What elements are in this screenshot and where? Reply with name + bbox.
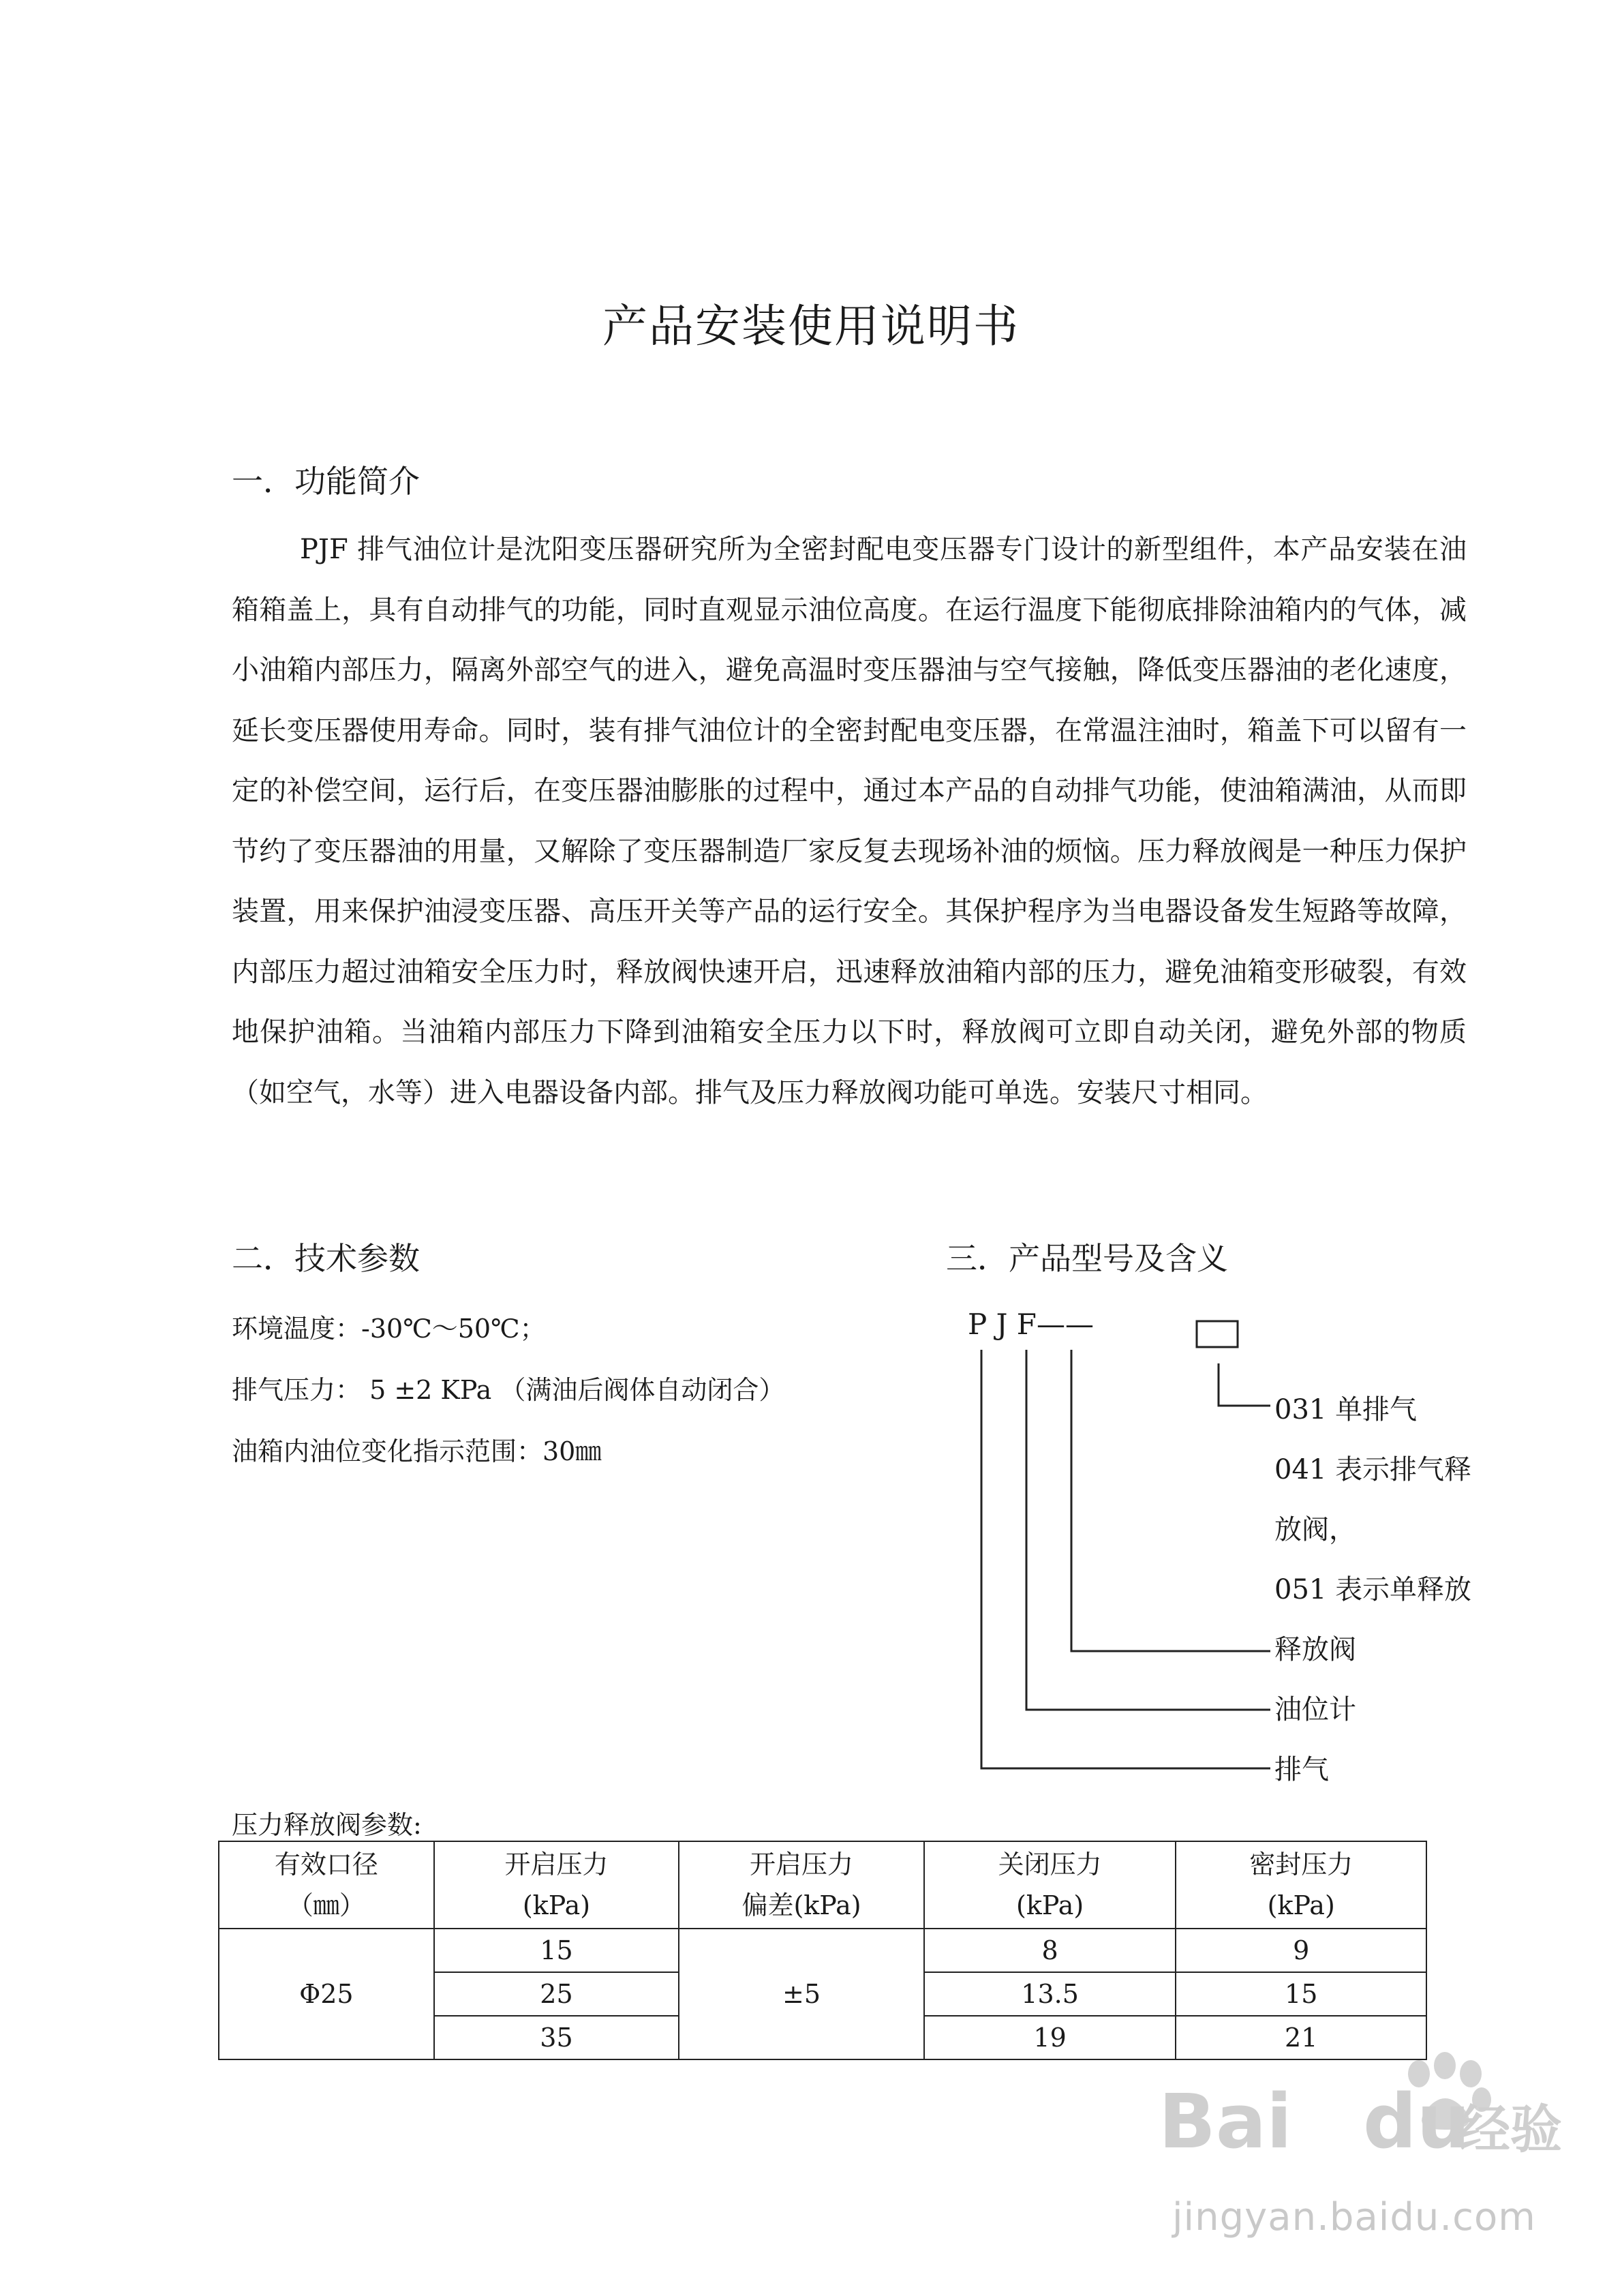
header-seal-line2: (kPa)	[1267, 1890, 1335, 1920]
section-heading-function: 一．功能简介	[232, 463, 420, 500]
code-041-label-cont: 放阀，	[1274, 1514, 1356, 1545]
cell-open-pressure: 35	[434, 2016, 679, 2059]
header-deviation-line1: 开启压力	[750, 1849, 854, 1879]
svg-text:经验: 经验	[1458, 2099, 1562, 2160]
cell-close-pressure: 8	[924, 1929, 1176, 1972]
header-close-line2: (kPa)	[1016, 1890, 1084, 1920]
cell-close-pressure: 13.5	[924, 1972, 1176, 2016]
param-line-temperature: 环境温度：-30℃～50℃；	[232, 1314, 546, 1344]
legend-oil-level: 油位计	[1274, 1694, 1356, 1725]
header-cell-close-pressure	[924, 1841, 1176, 1929]
header-deviation-line2: 偏差(kPa)	[741, 1890, 861, 1920]
header-diameter-line2: （㎜）	[287, 1890, 365, 1920]
bracket-line-release	[1071, 1350, 1270, 1651]
page-title: 产品安装使用说明书	[602, 300, 1020, 352]
bracket-line-oil-level	[1026, 1350, 1270, 1710]
header-open-line2: (kPa)	[522, 1890, 591, 1920]
header-close-line1: 关闭压力	[998, 1849, 1102, 1879]
legend-release-valve: 释放阀	[1274, 1634, 1356, 1665]
header-cell-diameter	[219, 1841, 434, 1929]
relief-valve-caption: 压力释放阀参数:	[232, 1810, 422, 1840]
cell-deviation: ±5	[679, 1929, 924, 2059]
cell-open-pressure: 15	[434, 1929, 679, 1972]
param-line-pressure: 排气压力： 5 ±2 KPa （满油后阀体自动闭合）	[232, 1375, 785, 1405]
cell-open-pressure: 25	[434, 1972, 679, 2016]
table-header-row	[219, 1841, 1426, 1929]
cell-seal-pressure: 9	[1176, 1929, 1426, 1972]
section-heading-tech-params: 二．技术参数	[232, 1240, 420, 1277]
cell-diameter: Φ25	[219, 1929, 434, 2059]
header-diameter-line1: 有效口径	[274, 1849, 378, 1879]
table-row	[219, 1929, 1426, 1972]
svg-text:Bai: Bai	[1159, 2078, 1292, 2165]
function-paragraph: PJF 排气油位计是沈阳变压器研究所为全密封配电变压器专门设计的新型组件，本产品安装在油箱箱盖上，具有自动排气的功能，同时直观显示油位高度。在运行温度下能彻底排除油箱内的气体，减小油箱内部压力，隔离外部空气的进入，避免高温时变压器油与空气接触，降低变压器油的老化速度，延长变压器使用寿命。同时，装有排气油位计的全密封配电变压器，在常温注油时，箱盖下可以留有一定的补偿空间，运行后，在变压器油膨胀的过程中，通过本产品的自动排气功能，使油箱满油，从而即节约了变压器油的用量，又解除了变压器制造厂家反复去现场补油的烦恼。压力释放阀是一种压力保护装置，用来保护油浸变压器、高压开关等产品的运行安全。其保护程序为当电器设备发生短路等故障，内部压力超过油箱安全压力时，释放阀快速开启，迅速释放油箱内部的压力，避免油箱变形破裂，有效地保护油箱。当油箱内部压力下降到油箱安全压力以下时，释放阀可立即自动关闭，避免外部的物质（如空气，水等）进入电器设备内部。排气及压力释放阀功能可单选。安装尺寸相同。	[232, 534, 1467, 1108]
bracket-line-code	[1219, 1363, 1270, 1406]
cell-seal-pressure: 21	[1176, 2016, 1426, 2059]
header-cell-open-pressure	[434, 1841, 679, 1929]
header-open-line1: 开启压力	[504, 1849, 609, 1879]
header-cell-open-deviation	[679, 1841, 924, 1929]
cell-seal-pressure: 15	[1176, 1972, 1426, 2016]
model-code-box	[1197, 1321, 1238, 1347]
model-code-letters: P J F——	[968, 1308, 1094, 1341]
code-041-label: 041 表示排气释	[1274, 1454, 1472, 1485]
cell-close-pressure: 19	[924, 2016, 1176, 2059]
code-031-label: 031 单排气	[1274, 1394, 1418, 1425]
relief-valve-table	[218, 1841, 1427, 2060]
header-cell-seal-pressure	[1176, 1841, 1426, 1929]
header-seal-line1: 密封压力	[1249, 1849, 1353, 1879]
param-line-oil-range: 油箱内油位变化指示范围：30㎜	[232, 1436, 602, 1466]
code-051-label: 051 表示单释放	[1274, 1574, 1472, 1605]
svg-text:du: du	[1363, 2078, 1471, 2165]
bracket-line-exhaust	[981, 1350, 1270, 1768]
watermark-url: jingyan.baidu.com	[1172, 2195, 1536, 2239]
baidu-watermark-logo	[1159, 2045, 1581, 2181]
legend-exhaust: 排气	[1274, 1754, 1329, 1785]
section-heading-model: 三．产品型号及含义	[946, 1240, 1228, 1277]
